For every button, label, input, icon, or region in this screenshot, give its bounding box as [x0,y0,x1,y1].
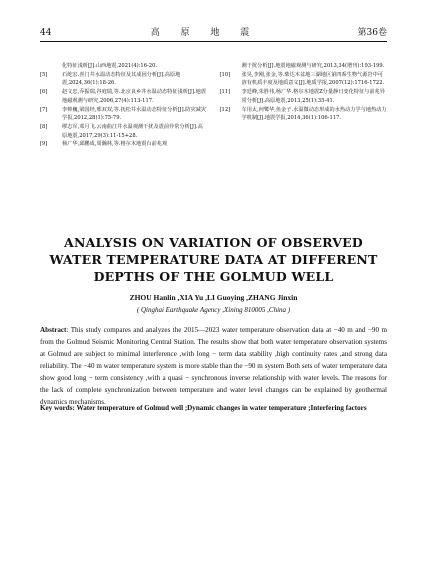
reference-item [220,62,388,71]
reference-text: 杨广华,邱鹏成,周瀚林,等.格尔木地震台前兆观 [62,141,168,148]
reference-item [40,88,208,105]
reference-column-left [40,62,208,149]
reference-text: 张昊,李刚,张金,等.柴达木盆地三湖地区第四系生物气源岩中可溶有机质丰度及地质意义[J].地质学报,2007(12):1716-1722. [241,71,385,87]
header-rule [40,41,387,42]
reference-number: [6] [40,89,48,96]
paper-title: ANALYSIS ON VARIATION OF OBSERVED WATER TEMPERATURE DATA AT DIFFERENT DEPTHS OF THE GOLMUD WELL [49,235,378,284]
reference-item [220,106,388,123]
reference-item [220,71,388,88]
reference-number: [5] [40,71,48,78]
reference-text: 化特征浅析[J].山西地震,2021(4):16-20. [62,63,158,69]
reference-text: 测干扰分析[J].地震地磁观测与研究,2013,34(增刊):193-199. [241,63,385,69]
reference-text: 李帅巍,梁国经,邢双双,等.抚松井水温动态特征分析[J].防灾减灾学报,2012,28(1):75-79. [62,106,207,122]
reference-number: [9] [40,141,48,148]
page-number: 44 [40,28,52,38]
abstract [40,324,387,408]
abstract-label: Abstract [40,326,67,334]
reference-text: 李廷峰,朱胜伟,杨广华.格尔木地震Z分量静日变化特征与前兆异常分析[J].高原地震,2013,25(1):35-41. [241,89,385,104]
reference-item [40,62,208,71]
reference-item [40,106,208,123]
reference-list [40,62,387,149]
reference-text: 缪志军,邓月飞.云南曲江井水温观测干扰及震前异常分析[J].高原地震,2017,29(3):11-15+28. [62,123,203,139]
reference-item [220,88,388,105]
journal-name: 高 原 地 震 [150,28,259,38]
reference-item [40,140,208,149]
reference-text: 赵文忠,乔振瑞,谷庭瑞,等.北京良乡井水温动态特征浅析[J].地震地磁观测与研究,2006,27(4):113-117. [62,89,207,104]
reference-item [40,123,208,140]
keywords-text: : Water temperature of Golmud well ;Dynamic changes in water temperature ;Interfering factors [72,404,367,412]
reference-item [40,71,208,88]
affiliation: ( Qinghai Earthquake Agency ,Xining 810005 ,China ) [136,306,291,314]
reference-number: [7] [40,106,48,113]
reference-number: [8] [40,123,48,130]
keywords-label: Key words [40,404,73,412]
reference-number: [10] [219,71,231,78]
reference-column-right [220,62,388,149]
reference-number: [12] [219,106,231,113]
keywords [40,403,387,414]
reference-text: 石屹宏.喜门井水温动态特征及其成因分析[J].高原地震,2024,36(1):18-26. [62,71,181,87]
reference-text: 车用太,何鹭华,鱼金子.水温微动态形成的水热动力学与地热动力学机制[J].地震学报,2014,36(1):106-117. [241,106,387,122]
volume-number: 第36卷 [357,28,387,38]
page-header [40,22,387,38]
author-list: ZHOU Hanlin ,XIA Yu ,LI Guoying ,ZHANG Jinxin [129,293,298,302]
abstract-text: : This study compares and analyzes the 2015—2023 water temperature observation data at −40 m and −90 m from the Golmud Seismic Monitoring Central Station. The results show that both water temperature observation systems at Golmud are subject to minimal interference ,with long − term data stability ,high continuity rates ,and strong data reliability. The −40 m water temperature system is more stable than the −90 m system Both sets of water temperature data show good long − term consistency ,with a quasi − synchronous inverse relationship with water levels. The reasons for the lack of complete synchronization between temperature and water level changes can be explained by geothermal dynamics mechanisms. [40,326,387,406]
reference-number: [11] [219,89,231,96]
